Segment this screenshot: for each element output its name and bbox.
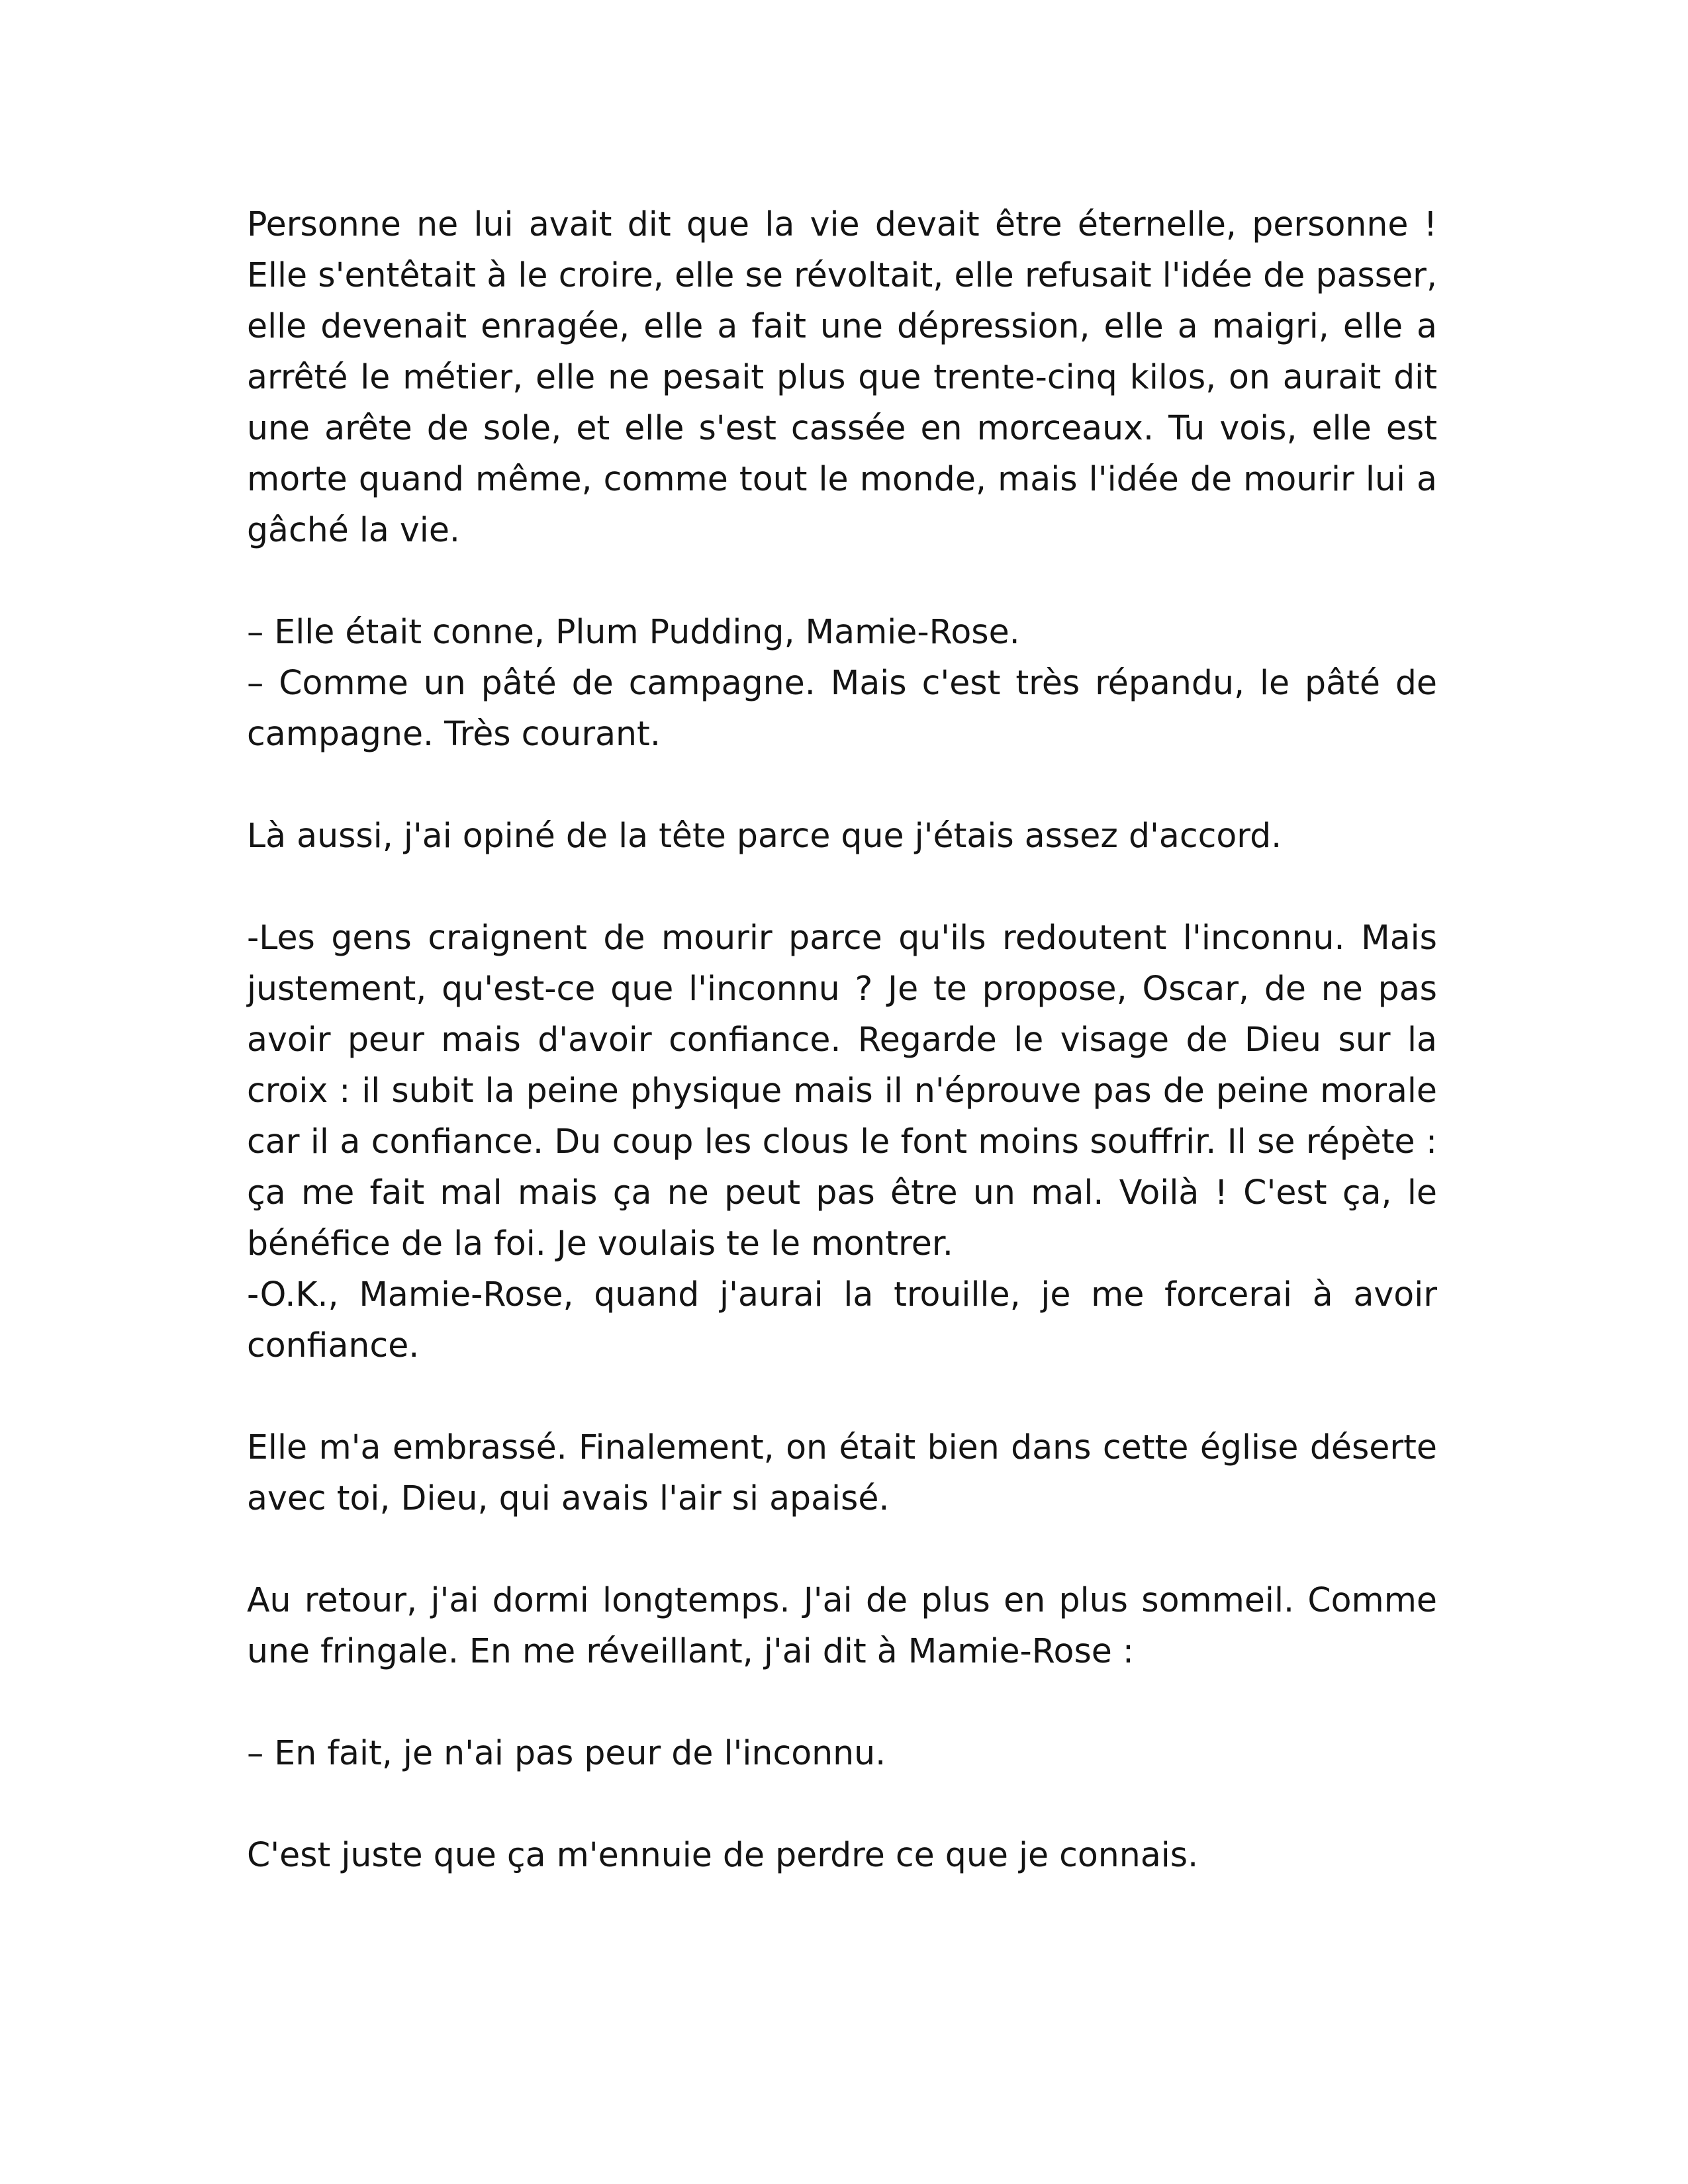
paragraph-spacer [247,759,1437,810]
paragraph-agreement: Là aussi, j'ai opiné de la tête parce que j'étais assez d'accord. [247,816,1282,855]
paragraph-spacer [247,861,1437,912]
dialogue-line: – Comme un pâté de campagne. Mais c'est très répandu, le pâté de campagne. Très courant. [247,663,1437,753]
paragraph-church: Elle m'a embrassé. Finalement, on était bien dans cette église déserte avec toi, Dieu, qui avais l'air si apaisé. [247,1428,1437,1518]
document-page [247,199,1437,1880]
paragraph-closing: C'est juste que ça m'ennuie de perdre ce que je connais. [247,1835,1199,1874]
dialogue-line: – En fait, je n'ai pas peur de l'inconnu. [247,1733,886,1772]
paragraph-aging: Personne ne lui avait dit que la vie devait être éternelle, personne ! Elle s'entêtait à le croire, elle se révoltait, elle refusait l'idée de passer, elle devenait enragée, elle a fait une dépression, elle a maigri, elle a arrêté le métier, elle ne pesait plus que trente-cinq kilos, on aurait dit une arête de sole, et elle s'est cassée en morceaux. Tu vois, elle est morte quand même, comme tout le monde, mais l'idée de mourir lui a gâché la vie. [247,205,1437,549]
paragraph-spacer [247,555,1437,606]
paragraph-spacer [247,1371,1437,1422]
dialogue-line: -O.K., Mamie-Rose, quand j'aurai la trouille, je me forcerai à avoir confiance. [247,1275,1437,1365]
paragraph-spacer [247,1778,1437,1829]
paragraph-return: Au retour, j'ai dormi longtemps. J'ai de plus en plus sommeil. Comme une fringale. En me réveillant, j'ai dit à Mamie-Rose : [247,1580,1437,1670]
paragraph-spacer [247,1676,1437,1727]
dialogue-line: – Elle était conne, Plum Pudding, Mamie-Rose. [247,612,1020,651]
paragraph-spacer [247,1524,1437,1574]
dialogue-line: -Les gens craignent de mourir parce qu'ils redoutent l'inconnu. Mais justement, qu'est-ce que l'inconnu ? Je te propose, Oscar, de ne pas avoir peur mais d'avoir confiance. Regarde le visage de Dieu sur la croix : il subit la peine physique mais il n'éprouve pas de peine morale car il a confiance. Du coup les clous le font moins souffrir. Il se répète : ça me fait mal mais ça ne peut pas être un mal. Voilà ! C'est ça, le bénéfice de la foi. Je voulais te le montrer. [247,918,1437,1263]
